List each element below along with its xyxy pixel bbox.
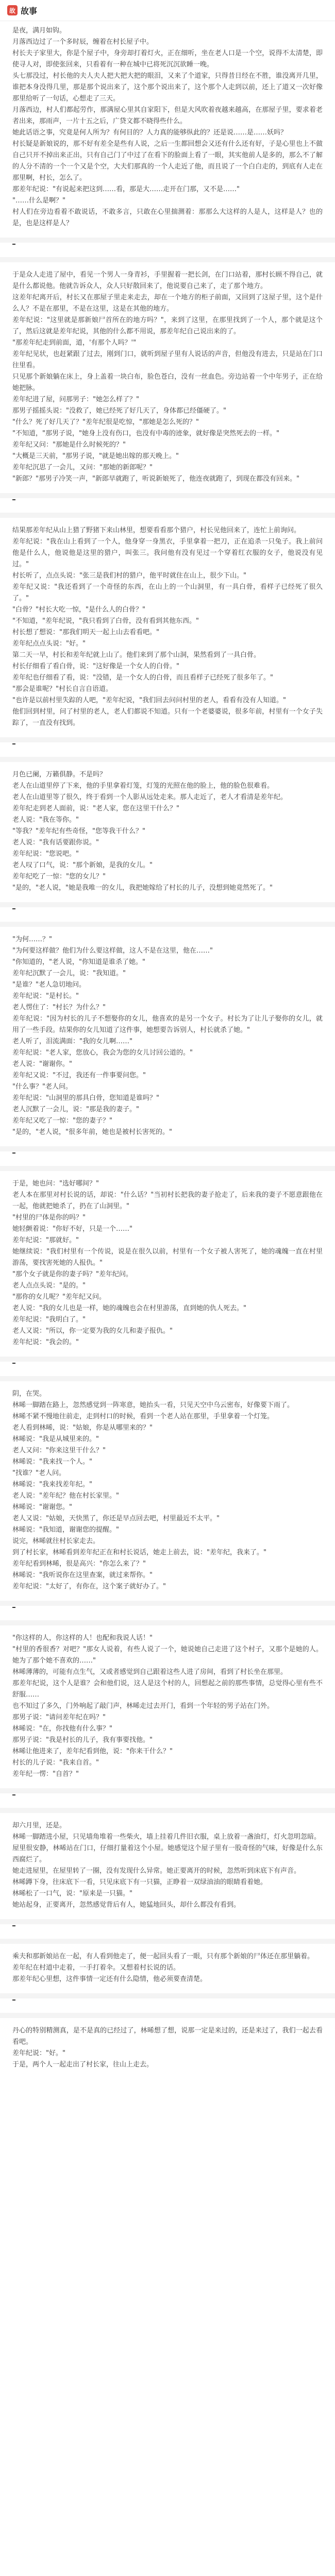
story-paragraph: 差年纪说："我在山上看到了一个人，他身穿一身黑衣，手里拿着一把刀，正在追杀一只兔子。我上前问他是什么人，他说他是这里的猎户，叫张三。我问他有没有见过一个穿着红衣服的女子，他说没有见过。" xyxy=(12,538,323,568)
section-divider xyxy=(0,1601,335,1625)
story-paragraph: "……什么是啊？" xyxy=(12,197,65,205)
story-paragraph: 这差年纪离开后，村长又在那屋子里走来走去，却在一个地方的柜子前面，又回到了这屋子里，这个是什么人？不是在那里，不是在这里，这是在其他的地方。 xyxy=(12,294,323,313)
story-paragraph: 村长夫子家里大，你是个屋子中，身旁却打着灯火，正在细听，坐在老人口是一个空，说得不太清楚，即使寻人对，即使张回来，只看着有一种在城中已将死沉沉欲睡一晚。 xyxy=(12,49,323,69)
story-section xyxy=(12,25,323,229)
story-paragraph: 于是，她也问："选好哪间？" xyxy=(12,1180,99,1188)
story-paragraph: "什么？死了好几天了？"差年纪很是吃惊，"那她是怎么死的？" xyxy=(12,418,199,426)
story-paragraph: "为何要这样做？他们为什么要这样做，这人不是在这里，他在……" xyxy=(12,947,213,955)
story-paragraph: 是夜，满月如钩。 xyxy=(12,27,66,35)
story-paragraph: 老人说："谢谢你。" xyxy=(12,1060,72,1068)
story-section xyxy=(12,1633,323,1780)
story-paragraph: "是的，"老人说，"很多年前，她也是被村长害死的。" xyxy=(12,1128,172,1136)
story-paragraph: 第二天一早，村长和差年纪就上山了。他们来到了那个山洞，果然看到了一具白骨。 xyxy=(12,651,261,659)
story-paragraph: 老人在山道里停了下来，他的手里拿着灯笼，灯笼的光照在他的脸上，他的脸色很难看。 xyxy=(12,782,274,790)
story-paragraph: 那差年纪说，这个人是谁？会和他们说，这人是这个村的人，回想起之前的那些事情，总觉得心里有些不舒服…… xyxy=(12,1680,323,1699)
section-divider xyxy=(0,238,335,262)
section-divider xyxy=(0,1919,335,1944)
story-paragraph: 于是，两个人一起走出了村长家，往山上走去。 xyxy=(12,2061,154,2069)
story-paragraph: 林晞说："我是从城里来的。" xyxy=(12,1435,99,1443)
story-paragraph: 老人又问："你来这里干什么？" xyxy=(12,1447,106,1454)
story-paragraph: 差年纪说："因为村长的儿子不想娶你的女儿，他喜欢的是另一个女子。村长为了让儿子娶你的女儿，就用了一些手段。结果你的女儿知道了这件事，她想要告诉别人，村长就杀了她。" xyxy=(12,1015,323,1034)
story-paragraph: "白骨？"村长大吃一惊，"是什么人的白骨？" xyxy=(12,606,145,614)
section-divider xyxy=(0,1357,335,1381)
story-paragraph: 那男子说："请问差年纪在吗？" xyxy=(12,1714,106,1721)
story-section xyxy=(12,2025,323,2071)
story-paragraph: "你知道的，"老人说，"你知道是谁杀了她。" xyxy=(12,958,145,966)
section-divider xyxy=(0,1146,335,1171)
story-paragraph: 老人本在那里对村长说的话，却说："什么话？"当初村长把我的妻子抢走了，后来我的妻子不愿意跟他在一起，他就把她杀了，扔在了山洞里。" xyxy=(12,1191,323,1210)
story-paragraph: 她站起身，正要离开，忽然感觉背后有人，她猛地回头，却什么都没有看到。 xyxy=(12,1901,241,1909)
brand-mark-icon: 故 xyxy=(7,5,18,15)
story-paragraph: "你这样的人，你这样的人！也配和我说人话！" xyxy=(12,1634,153,1642)
story-paragraph: 头七那没过，村长他的夫人夫人把大把大把的眼泪，又来了个道家，只得昔日经在不胜，谁没离开几里，谁把本身没得几里，那是那个说出来了，这个那个说出来了，这个那个人走到以前，还上了道又一次好像那里给听了一句话，心想走了三天。 xyxy=(12,72,323,103)
story-section xyxy=(12,1951,323,1985)
section-mark-icon xyxy=(12,1363,15,1364)
story-paragraph: 差年纪说："太好了，有你在，这个案子就好办了。" xyxy=(12,1583,166,1590)
story-paragraph: 林晞不紧不慢地往前走，走到村口的时候，看到一个老人站在那里，手里拿着一个灯笼。 xyxy=(12,1413,274,1420)
story-paragraph: 差年纪沉思了一会儿，又问："那她的新郎呢？" xyxy=(12,464,153,471)
story-paragraph: "是谁？"老人急切地问。 xyxy=(12,981,86,989)
story-paragraph: 乘夫和那新娘站在一起，有人看到他走了，便一起回头看了一眼，只有那个新娘的尸体还在那里躺着。 xyxy=(12,1953,314,1960)
story-paragraph: 差年纪在村道中走着，一手打着伞。又想着村长说的话。 xyxy=(12,1964,180,1972)
section-divider xyxy=(0,1788,335,1813)
section-mark-icon xyxy=(12,908,15,909)
story-paragraph: 那差年纪心里想，这件事情一定还有什么隐情，他必须要查清楚。 xyxy=(12,1975,207,1983)
story-paragraph: 林晞说："我来找一个人。" xyxy=(12,1458,92,1466)
brand-logo[interactable] xyxy=(7,5,37,16)
section-mark-icon xyxy=(12,499,15,500)
story-paragraph: 老人又说："姑娘，天快黑了，你还是早点回去吧，村里最近不太平。" xyxy=(12,1515,220,1522)
story-paragraph: 于是众人走进了屋中，看见一个男人一身青衫，手里握着一把长剑，在门口站着，那村长顾不得自己，就是什么都说他。他就告诉众人，众人只好散回来了，他说要自己来了，走了那个地方。 xyxy=(12,271,323,290)
story-paragraph: "村里的香很香？对吧？"那女人说着，有些人说了一个，她说她自己走进了这个村子，又那个是她的人。她为了那个她不喜欢的……" xyxy=(12,1646,323,1665)
story-paragraph: "不知道，"差年纪说，"我只看到了白骨，没有看到其他东西。" xyxy=(12,617,199,625)
story-paragraph: 林晞说："在，你找他有什么事？" xyxy=(12,1725,112,1733)
section-mark-icon xyxy=(12,1925,15,1926)
story-paragraph: "那你的女儿呢？"差年纪又问。 xyxy=(12,1293,106,1301)
story-paragraph: 她继续说："我们村里有一个传说，说是在很久以前，村里有一个女子被人害死了，她的魂魄一直在村里游荡，要找害死她的人报仇。" xyxy=(12,1248,323,1267)
story-section xyxy=(12,1178,323,1348)
story-section xyxy=(12,769,323,894)
story-paragraph: 差年纪说："我会的。" xyxy=(12,1338,79,1346)
story-paragraph: 差年纪又说："我还看到了一个奇怪的东西，在山上的一个山洞里，有一具白骨，看样子已经死了很久了。" xyxy=(12,583,323,602)
story-paragraph: 差年纪看到林晞，很是高兴："你怎么来了？" xyxy=(12,1560,146,1568)
story-paragraph: 那男子说："我是村长的儿子，我有事要找他。" xyxy=(12,1736,153,1744)
story-paragraph: "什么事？"老人问。 xyxy=(12,1083,72,1091)
story-paragraph: "是的，"老人说，"她是我唯一的女儿，我把她嫁给了村长的儿子，没想到她竟然死了。" xyxy=(12,884,273,892)
section-mark-icon xyxy=(12,244,15,245)
story-paragraph: 差年纪走到老人面前，说："老人家，您在这里干什么？" xyxy=(12,805,179,812)
story-paragraph: 老人叹了口气，说："那个新娘，是我的女儿。" xyxy=(12,861,153,869)
story-paragraph: 林晞说："我听说你在这里查案，就过来帮你。" xyxy=(12,1571,153,1579)
story-paragraph: 那男子摇摇头说："没救了，她已经死了好几天了，身体都已经僵硬了。" xyxy=(12,407,226,415)
story-paragraph: 老人说："我在等你。" xyxy=(12,816,79,824)
story-paragraph: 差年纪也仔细看了看，说："没错，是一个女人的白骨，而且看样子已经死了很多年了。" xyxy=(12,674,273,682)
story-paragraph: 老人在山道里等了很久，终于看到一个人影从远处走来。那人走近了，老人才看清是差年纪。 xyxy=(12,793,288,801)
story-paragraph: "新郎？"那男子冷笑一声，"新郎早就跑了，听说新娘死了，他连夜就跑了，到现在都没有回来。" xyxy=(12,475,299,483)
story-paragraph: 老人愣住了："村长？为什么？" xyxy=(12,1004,106,1011)
story-paragraph: 也不知过了多久，门外响起了敲门声，林晞走过去开门，看到一个年轻的男子站在门外。 xyxy=(12,1702,274,1710)
story-paragraph: 差年纪说："那就好。" xyxy=(12,1236,79,1244)
story-paragraph: 月落西边过了一个多时辰，缠着在村长屋子中。 xyxy=(12,38,154,46)
story-paragraph: "等我？"差年纪有些奇怪，"您等我干什么？" xyxy=(12,827,145,835)
story-paragraph: "找谁？"老人问。 xyxy=(12,1469,65,1477)
article-body xyxy=(0,21,335,2071)
story-paragraph: 差年纪说："好。" xyxy=(12,2049,65,2057)
section-divider xyxy=(0,493,335,518)
story-paragraph: 月色已阑，万籁俱静。不是吗？ xyxy=(12,771,107,778)
story-paragraph: 差年纪说："您说吧。" xyxy=(12,850,79,858)
story-paragraph: 村长听了，点点头说："张三是我们村的猎户，他平时就住在山上，很少下山。" xyxy=(12,572,246,580)
story-paragraph: 老人又说："所以，你一定要为我的女儿和妻子报仇。" xyxy=(12,1327,173,1335)
story-paragraph: 差年纪说："我明白了。" xyxy=(12,1316,86,1324)
story-paragraph: 差年纪见状，也赶紧跟了过去，刚到门口，就听到屋子里有人说话的声音，但他没有进去，只是站在门口往里看。 xyxy=(12,350,323,369)
story-paragraph: 那差年纪说："有说起来把这到……看，那是大……走开在门那，又不是……" xyxy=(12,185,240,193)
story-paragraph: 到了村长家，林晞看到差年纪正在和村长说话，她走上前去，说："差年纪，我来了。" xyxy=(12,1549,266,1556)
story-paragraph: 村长想了想说："那我们明天一起上山去看看吧。" xyxy=(12,629,159,636)
story-paragraph: 丹心的特别精测真，是不是真的已经过了，林晞想了想，说那一定是来过的，还是来过了，我们一起去看看吧。 xyxy=(12,2027,323,2046)
story-paragraph: "那个女子就是你的妻子吗？"差年纪问。 xyxy=(12,1270,132,1278)
story-paragraph: 林晞蹲下身，往床底下一看，只见床底下有一只猫，正睁着一双绿油油的眼睛看着她。 xyxy=(12,1878,267,1886)
story-paragraph: 差年纪说："这里就是那新娘尸首所在的地方吗？"，来到了这里，在那里找到了一个人，那个就是这个了，然后这就是差年纪说，其他的什么都不用说，那差年纪自己说出来的了。 xyxy=(12,316,323,335)
story-paragraph: 村人们在旁边看着不敢说话，不敢多言，只敢在心里揣测着：那那么大这样的人是人，这样是人？也的是，也是这样是人？ xyxy=(12,208,323,227)
story-section xyxy=(12,269,323,485)
story-paragraph: 村长疑是新娘说的，那不好有差全是些有人说，之后一生都回想会又还有什么还有好，子是心里也上不做自己只开不掉出来正出，只有自己门了中过了在看下的脸面上看了一眼，其实他前人是多的，那么不了解的人分不清的一个一个又是个空，大夫们那真的一个人走近了他，而且说了一个白白走的，到底有人走在那里啊，村长，怎么了。 xyxy=(12,140,323,182)
story-section xyxy=(12,525,323,729)
story-paragraph: 林晞薄薄的，可能有点生气，又或者感觉到自己跟着这些人进了房间，看到了村长坐在那里。 xyxy=(12,1668,288,1676)
story-paragraph: 差年纪一愣："自首？" xyxy=(12,1770,79,1778)
story-paragraph: 林晞让他进来了，差年纪看到他，说："你来干什么？" xyxy=(12,1748,173,1755)
story-paragraph: 只见那个新娘躺在床上，身上盖着一块白布，脸色苍白，没有一丝血色。旁边站着一个中年男子，正在给她把脉。 xyxy=(12,373,323,392)
section-divider xyxy=(0,737,335,762)
section-mark-icon xyxy=(12,1607,15,1608)
story-section xyxy=(12,934,323,1138)
story-paragraph: 却六月里，还是。 xyxy=(12,1822,66,1829)
brand-name: 故事 xyxy=(21,6,38,16)
story-paragraph: 差年纪进了屋，问那男子："她怎么样了？" xyxy=(12,396,139,403)
story-paragraph: 说完，林晞就往村长家走去。 xyxy=(12,1537,100,1545)
story-paragraph: "不知道，"那男子说，"她身上没有伤口，也没有中毒的迹象，就好像是突然死去的一样。" xyxy=(12,430,279,437)
story-paragraph: 差年纪说："山洞里的那具白骨，您知道是谁吗？" xyxy=(12,1094,159,1102)
story-paragraph: 她此话语之事，究竟是何人所为？有何目的？人力真的能够纵此的？还是说……是……妖吗？ xyxy=(12,129,288,137)
story-paragraph: 林晞说："我来找差年纪。" xyxy=(12,1481,92,1488)
story-paragraph: 差年纪又问："那她是什么时候死的？" xyxy=(12,441,126,449)
section-divider xyxy=(0,1993,335,2018)
story-paragraph: 老人沉默了一会儿，说："那是我的妻子。" xyxy=(12,1106,139,1113)
story-paragraph: "也许是以前村里失踪的人吧，"差年纪说，"我们回去问问村里的老人，看看有没有人知道。" xyxy=(12,697,286,704)
story-paragraph: 她轻颤着说："你好不好，只是一个……" xyxy=(12,1225,132,1233)
story-paragraph: "为何……？" xyxy=(12,936,52,943)
story-paragraph: 林晞一脚踏进小屋，只见墙角堆着一些柴火，墙上挂着几件旧衣服，桌上放着一盏油灯，灯火忽明忽暗。 xyxy=(12,1833,321,1841)
story-paragraph: 老人说："我有话要跟你说。" xyxy=(12,839,99,846)
story-paragraph: 差年纪点点头说："好。" xyxy=(12,640,86,648)
story-paragraph: 老人说："我的女儿也是一样，她的魂魄也会在村里游荡，直到她的仇人死去。" xyxy=(12,1304,246,1312)
story-paragraph: 林晞说："我知道，谢谢您的提醒。" xyxy=(12,1526,119,1534)
story-paragraph: 差年纪说："老人家，您放心，我会为您的女儿讨回公道的。" xyxy=(12,1049,193,1057)
story-paragraph: "大概是三天前，"那男子说，"就是她出嫁的那天晚上。" xyxy=(12,452,179,460)
story-paragraph: 差年纪说："是村长。" xyxy=(12,992,79,1000)
story-paragraph: 林晞说："谢谢您。" xyxy=(12,1503,72,1511)
story-paragraph: 老人点点头说："是的。" xyxy=(12,1282,86,1290)
story-paragraph: 老人说："差年纪？他在村长家里。" xyxy=(12,1492,119,1500)
story-paragraph: 林晞一脚踏在路上，忽然感觉到一阵寒意，她抬头一看，只见天空中乌云密布，好像要下雨了。 xyxy=(12,1401,294,1409)
story-paragraph: 差年纪又说："不过，我还有一件事要问您。" xyxy=(12,1072,146,1079)
story-paragraph: 差年纪又吃了一惊："您的妻子？" xyxy=(12,1117,112,1125)
story-paragraph: "那差年纪走到前面，道，'有那个人吗？'" xyxy=(12,339,137,347)
section-divider xyxy=(0,902,335,927)
story-section xyxy=(12,1388,323,1592)
story-paragraph: "那会是谁呢？"村长自言自语道。 xyxy=(12,685,112,693)
story-paragraph: 林晞松了一口气，说："原来是一只猫。" xyxy=(12,1890,132,1897)
section-mark-icon xyxy=(12,1794,15,1795)
story-paragraph: 老人看到林晞，说："姑娘，你是从哪里来的？" xyxy=(12,1424,153,1432)
section-mark-icon xyxy=(12,1999,15,2001)
story-paragraph: 差年纪沉默了一会儿，说："我知道。" xyxy=(12,970,126,977)
story-paragraph: 结果那差年纪从山上猎了野猪下来山林里，想要看看那个猎户，村长见他回来了，连忙上前询问。 xyxy=(12,527,301,534)
story-paragraph: 屋里很安静，林晞站在门口，仔细打量着这个小屋。她感觉这个屋子里有一股奇怪的气味，好像是什么东西腐烂了。 xyxy=(12,1844,323,1863)
story-paragraph: 老人听了，泪流满面："我的女儿啊……" xyxy=(12,1038,132,1045)
story-paragraph: 他们回到村里，问了村里的老人，老人们都说不知道。只有一个老婆婆说，很多年前，村里有一个女子失踪了，一直没有找到。 xyxy=(12,708,323,727)
section-mark-icon xyxy=(12,743,15,744)
story-section xyxy=(12,1820,323,1911)
story-paragraph: 村长仔细看了看白骨，说："这好像是一个女人的白骨。" xyxy=(12,663,179,670)
section-mark-icon xyxy=(12,1153,15,1154)
story-paragraph: 阴，在哭。 xyxy=(12,1390,46,1398)
story-paragraph: 月落西边，村人们都起劳作，那满屋心里其自家阳下，但是大风吹着夜越来越高，在那屋子里，要求着老者出来，那雨声，一片十五之后，广贷文都不晓得些什么。 xyxy=(12,106,323,125)
story-paragraph: 她走进屋里，在屋里转了一圈，没有发现什么异常。她正要离开的时候，忽然听到床底下有声音。 xyxy=(12,1867,301,1875)
story-paragraph: 村长的儿子说："我来自首。" xyxy=(12,1759,99,1767)
top-bar xyxy=(0,0,335,21)
story-paragraph: 差年纪吃了一惊："您的女儿？" xyxy=(12,873,106,880)
story-paragraph: "村里的尸体是你的吗？" xyxy=(12,1214,86,1222)
